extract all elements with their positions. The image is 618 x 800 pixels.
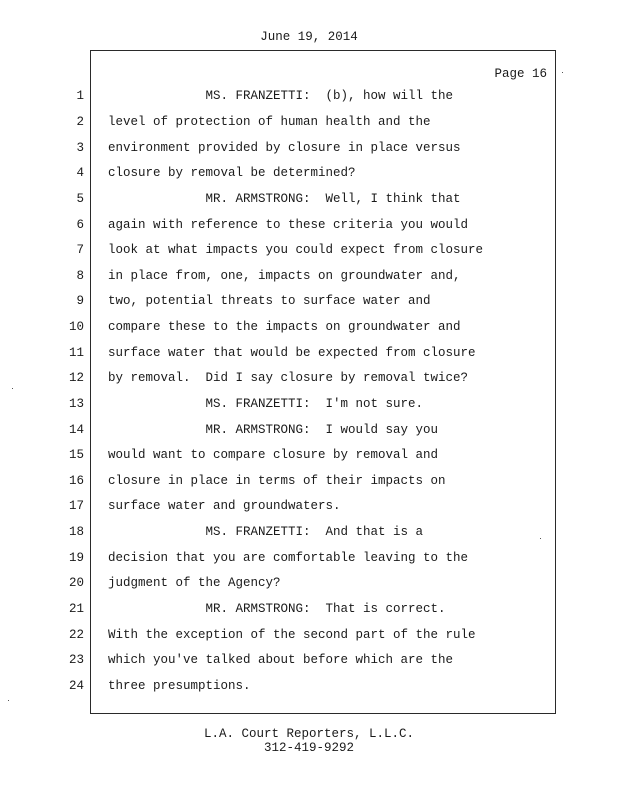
transcript-line: MS. FRANZETTI: (b), how will the [108, 89, 454, 103]
transcript-line: by removal. Did I say closure by removal twice? [108, 371, 469, 385]
transcript-line: surface water that would be expected from closure [108, 346, 476, 360]
reporter-company: L.A. Court Reporters, L.L.C. [203, 727, 415, 741]
scan-speckle [12, 388, 13, 389]
transcript-line: closure in place in terms of their impacts on [108, 474, 446, 488]
line-number: 20 [68, 576, 84, 590]
line-number: 23 [68, 653, 84, 667]
transcript-line: level of protection of human health and the [108, 115, 431, 129]
page-number: Page 16 [494, 67, 547, 81]
transcript-line: would want to compare closure by removal and [108, 448, 439, 462]
reporter-phone: 312-419-9292 [263, 741, 354, 755]
scan-speckle [8, 700, 9, 701]
line-number: 13 [68, 397, 84, 411]
line-number: 15 [68, 448, 84, 462]
transcript-line: MR. ARMSTRONG: I would say you [108, 423, 439, 437]
line-number: 1 [76, 89, 84, 103]
transcript-line: environment provided by closure in place versus [108, 141, 461, 155]
line-number: 12 [68, 371, 84, 385]
line-number: 14 [68, 423, 84, 437]
transcript-line: compare these to the impacts on groundwater and [108, 320, 461, 334]
transcript-date: June 19, 2014 [260, 30, 358, 44]
line-number: 17 [68, 499, 84, 513]
line-number: 10 [68, 320, 84, 334]
line-number: 21 [68, 602, 84, 616]
transcript-line: MS. FRANZETTI: And that is a [108, 525, 424, 539]
line-number: 24 [68, 679, 84, 693]
transcript-line: in place from, one, impacts on groundwater and, [108, 269, 461, 283]
transcript-line: look at what impacts you could expect from closure [108, 243, 484, 257]
line-number: 4 [76, 166, 84, 180]
line-number: 22 [68, 628, 84, 642]
line-number: 8 [76, 269, 84, 283]
line-number: 9 [76, 294, 84, 308]
transcript-line: MR. ARMSTRONG: That is correct. [108, 602, 446, 616]
transcript-line: surface water and groundwaters. [108, 499, 341, 513]
line-number: 19 [68, 551, 84, 565]
scan-speckle [540, 538, 541, 539]
line-number: 16 [68, 474, 84, 488]
line-number: 7 [76, 243, 84, 257]
line-number: 2 [76, 115, 84, 129]
line-number: 6 [76, 218, 84, 232]
transcript-line: MR. ARMSTRONG: Well, I think that [108, 192, 461, 206]
transcript-line: judgment of the Agency? [108, 576, 281, 590]
line-number: 5 [76, 192, 84, 206]
transcript-line: decision that you are comfortable leaving to the [108, 551, 469, 565]
line-number: 11 [68, 346, 84, 360]
transcript-line: With the exception of the second part of the rule [108, 628, 476, 642]
transcript-line: again with reference to these criteria you would [108, 218, 469, 232]
transcript-line: three presumptions. [108, 679, 251, 693]
transcript-line: which you've talked about before which are the [108, 653, 454, 667]
transcript-line: MS. FRANZETTI: I'm not sure. [108, 397, 424, 411]
transcript-line: closure by removal be determined? [108, 166, 356, 180]
scan-speckle [562, 72, 563, 73]
transcript-line: two, potential threats to surface water and [108, 294, 431, 308]
line-number: 18 [68, 525, 84, 539]
line-number: 3 [76, 141, 84, 155]
